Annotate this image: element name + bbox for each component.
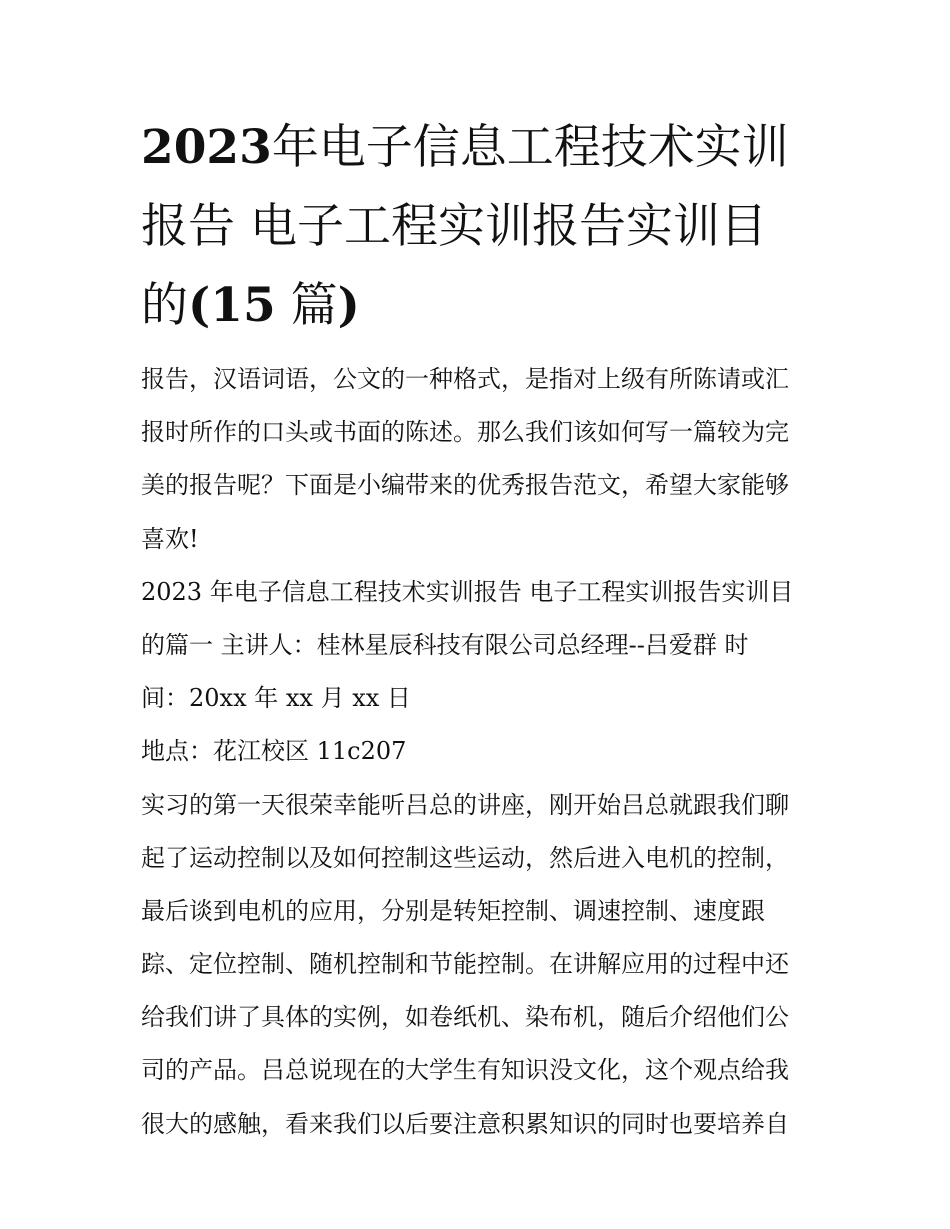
- body-line: 间：20xx 年 xx 月 xx 日: [141, 684, 411, 713]
- title-line-3-a: 的: [141, 278, 188, 333]
- document-page: [141, 108, 819, 1151]
- document-title: [141, 108, 819, 345]
- body-line: 报告，汉语词语，公文的一种格式，是指对上级有所陈请或汇: [141, 365, 789, 393]
- title-close-paren: ): [337, 278, 360, 333]
- title-count: (15: [188, 278, 276, 333]
- body-line: 地点：花江校区 11c207: [141, 737, 407, 766]
- title-line-3-c: 篇: [275, 278, 338, 333]
- body-line: 踪、定位控制、随机控制和节能控制。在讲解应用的过程中还: [141, 950, 789, 979]
- body-line: 给我们讲了具体的实例，如卷纸机、染布机，随后介绍他们公: [141, 1003, 789, 1032]
- title-line-1-text: 年电子信息工程技术实训: [271, 120, 789, 175]
- document-body: [141, 353, 819, 1151]
- body-line: 2023 年电子信息工程技术实训报告 电子工程实训报告实训目: [141, 577, 794, 606]
- body-line: 报时所作的口头或书面的陈述。那么我们该如何写一篇较为完: [141, 418, 789, 447]
- body-line: 实习的第一天很荣幸能听吕总的讲座，刚开始吕总就跟我们聊: [141, 790, 789, 819]
- body-line: 起了运动控制以及如何控制这些运动，然后进入电机的控制，: [141, 843, 789, 872]
- body-line: 美的报告呢？下面是小编带来的优秀报告范文，希望大家能够: [141, 471, 789, 500]
- body-line: 的篇一 主讲人：桂林星辰科技有限公司总经理--吕爱群 时: [141, 630, 749, 659]
- body-line: 很大的感触，看来我们以后要注意积累知识的同时也要培养自: [141, 1109, 789, 1138]
- body-line: 司的产品。吕总说现在的大学生有知识没文化，这个观点给我: [141, 1056, 789, 1085]
- title-line-2: 报告 电子工程实训报告实训目: [141, 199, 767, 254]
- body-line: 最后谈到电机的应用，分别是转矩控制、调速控制、速度跟: [141, 896, 765, 925]
- title-line-3: [141, 266, 819, 345]
- title-line-1: [141, 108, 819, 187]
- title-year: 2023: [141, 120, 272, 175]
- body-line: 喜欢!: [141, 524, 199, 553]
